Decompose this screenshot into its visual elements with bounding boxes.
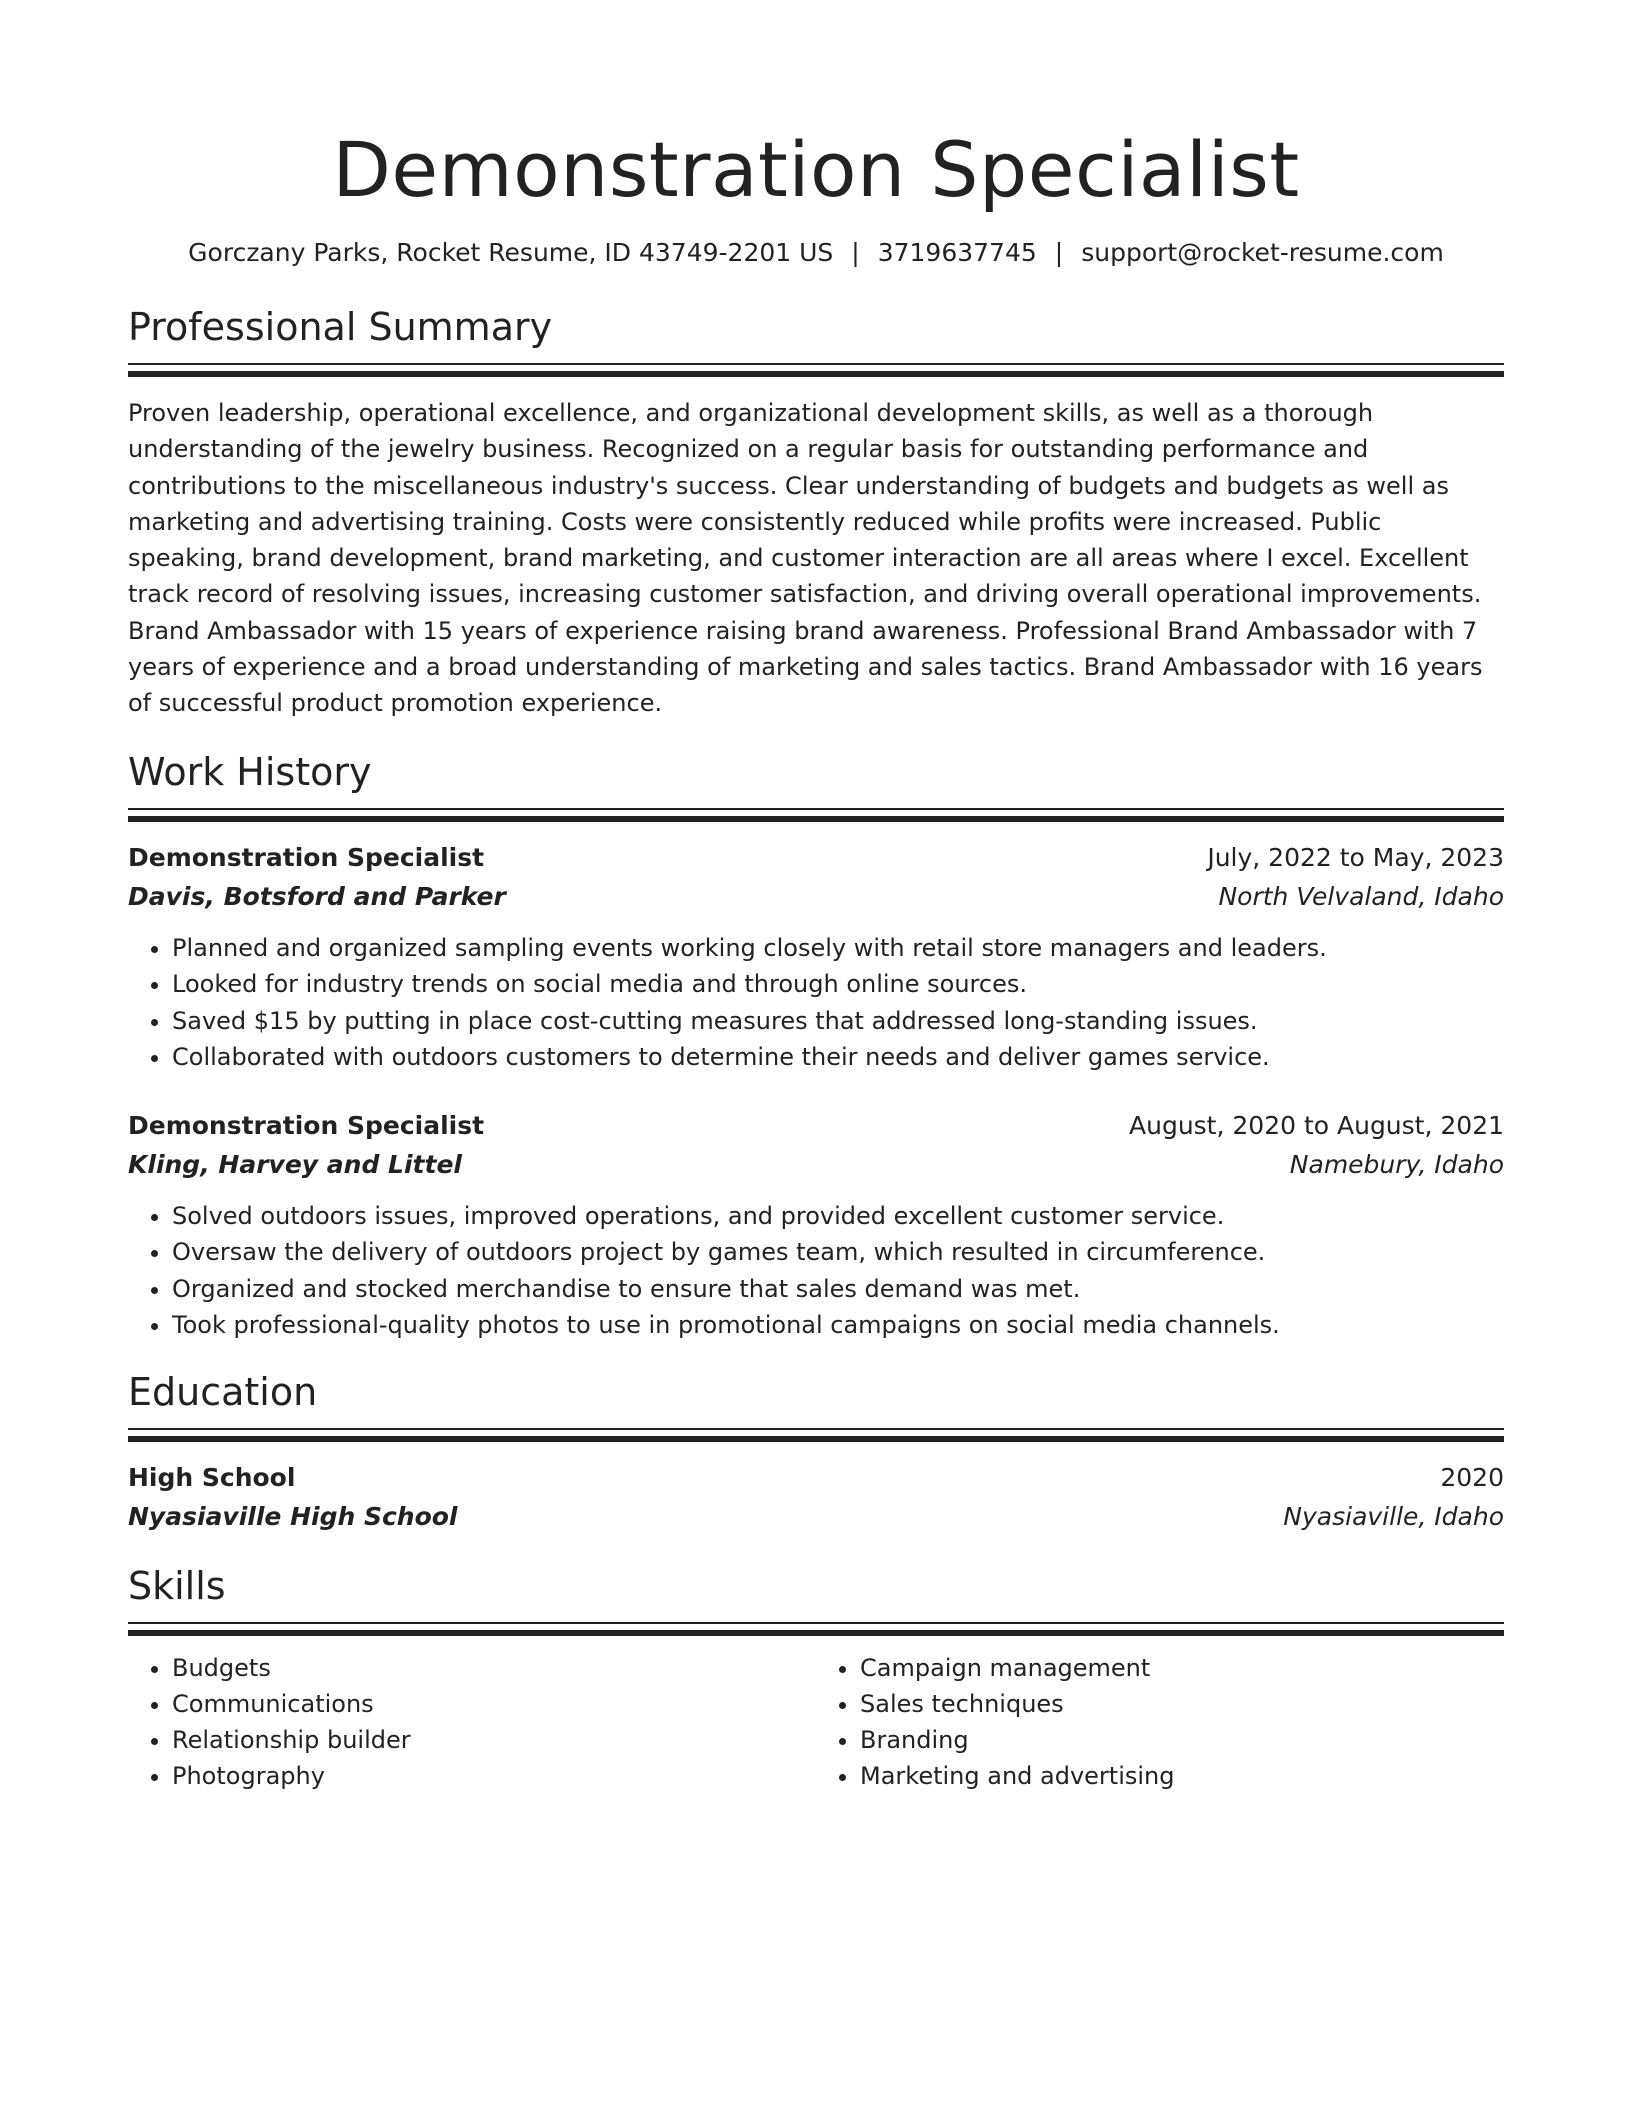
education-heading: Education (128, 1369, 318, 1414)
job-company: Kling, Harvey and Littel (128, 1149, 462, 1179)
list-item: • Sales techniques (860, 1686, 1504, 1722)
list-item: • Planned and organized sampling events working closely with retail store managers and leaders. (172, 930, 1504, 967)
list-item: • Solved outdoors issues, improved operations, and provided excellent customer service. (172, 1198, 1504, 1235)
job-title: Demonstration Specialist (128, 842, 485, 872)
skills-heading: Skills (128, 1563, 226, 1608)
job-title: Demonstration Specialist (128, 1110, 485, 1140)
list-item: • Took professional-quality photos to use in promotional campaigns on social media channels. (172, 1307, 1504, 1344)
job-dates: July, 2022 to May, 2023 (1207, 842, 1504, 872)
job-company: Davis, Botsford and Parker (128, 881, 506, 911)
contact-phone: 3719637745 (877, 238, 1037, 267)
list-item: • Looked for industry trends on social media and through online sources. (172, 966, 1504, 1003)
job-bullets (128, 1198, 1504, 1344)
job-bullets (128, 930, 1504, 1076)
contact-separator: | (851, 238, 860, 267)
skills-columns (128, 1650, 1504, 1794)
list-item: • Oversaw the delivery of outdoors project by games team, which resulted in circumference. (172, 1234, 1504, 1271)
section-divider (128, 1428, 1504, 1442)
education-location: Nyasiaville, Idaho (1283, 1501, 1504, 1531)
work-heading: Work History (128, 749, 372, 794)
contact-email: support@rocket-resume.com (1081, 238, 1444, 267)
resume-content (128, 0, 1504, 1794)
contact-separator: | (1054, 238, 1064, 267)
job-location: Namebury, Idaho (1289, 1149, 1504, 1179)
section-divider (128, 363, 1504, 377)
education-school: Nyasiaville High School (128, 1501, 458, 1531)
list-item: • Collaborated with outdoors customers to determine their needs and deliver games service. (172, 1039, 1504, 1076)
job-entry (128, 1106, 1504, 1344)
list-item: • Branding (860, 1722, 1504, 1758)
skills-section (128, 1562, 1504, 1794)
list-item: • Budgets (172, 1650, 816, 1686)
summary-text: Proven leadership, operational excellence, and organizational development skills, as well as a thorough understanding of the jewelry business. Recognized on a regular basis for outstanding performance and contributions to the miscellaneous industry's success. Clear understanding of budgets and budgets as well as marketing and advertising training. Costs were consistently reduced while profits were increased. Public speaking, brand development, brand marketing, and customer interaction are all areas where I excel. Excellent track record of resolving issues, increasing customer satisfaction, and driving overall operational improvements. Brand Ambassador with 15 years of experience raising brand awareness. Professional Brand Ambassador with 7 years of experience and a broad understanding of marketing and sales tactics. Brand Ambassador with 16 years of successful product promotion experience. (128, 399, 1483, 718)
job-dates: August, 2020 to August, 2021 (1129, 1110, 1504, 1140)
summary-heading: Professional Summary (128, 305, 553, 349)
contact-address: Gorczany Parks, Rocket Resume, ID 43749-2201 US (188, 238, 834, 267)
education-section (128, 1368, 1504, 1536)
education-degree: High School (128, 1462, 296, 1492)
list-item: • Relationship builder (172, 1722, 816, 1758)
list-item: • Saved $15 by putting in place cost-cutting measures that addressed long-standing issues. (172, 1003, 1504, 1040)
resume-name: Demonstration Specialist (332, 125, 1300, 214)
contact-line (128, 236, 1504, 270)
education-year: 2020 (1440, 1462, 1504, 1492)
summary-section (128, 303, 1504, 722)
list-item: • Campaign management (860, 1650, 1504, 1686)
job-entry (128, 838, 1504, 1076)
section-divider (128, 1622, 1504, 1636)
job-location: North Velvaland, Idaho (1218, 881, 1504, 911)
list-item: • Photography (172, 1758, 816, 1794)
skills-list-right (816, 1650, 1504, 1794)
section-divider (128, 808, 1504, 822)
education-entry (128, 1458, 1504, 1536)
work-section (128, 748, 1504, 1344)
list-item: • Marketing and advertising (860, 1758, 1504, 1794)
skills-list-left (128, 1650, 816, 1794)
list-item: • Organized and stocked merchandise to ensure that sales demand was met. (172, 1271, 1504, 1308)
list-item: • Communications (172, 1686, 816, 1722)
